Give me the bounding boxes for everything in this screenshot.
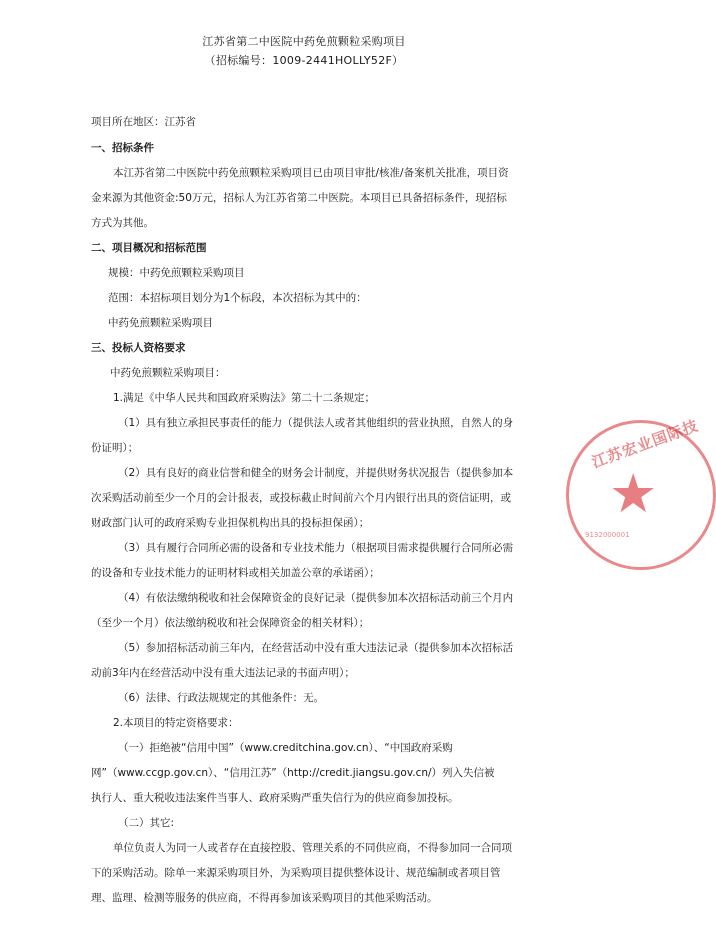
paragraph-line: 理、监理、检测等服务的供应商，不得再参加该采购项目的其他采购活动。 — [91, 892, 438, 904]
paragraph-line: 财政部门认可的政府采购专业担保机构出具的投标担保函）； — [91, 517, 370, 529]
paragraph-line: 中药免煎颗粒采购项目 — [108, 317, 213, 329]
paragraph-line: （至少一个月）依法缴纳税收和社会保障资金的相关材料）； — [91, 617, 370, 629]
paragraph-line: 单位负责人为同一人或者存在直接控股、管理关系的不同供应商，不得参加同一合同项 — [113, 842, 512, 854]
paragraph-line: 金来源为其他资金:50万元，招标人为江苏省第二中医院。本项目已具备招标条件，现招标 — [91, 192, 507, 204]
paragraph-line: 份证明）； — [91, 442, 139, 454]
paragraph-line: 次采购活动前至少一个月的会计报表，或投标截止时间前六个月内银行出具的资信证明，或 — [91, 492, 511, 504]
paragraph-line: 本江苏省第二中医院中药免煎颗粒采购项目已由项目审批/核准/备案机关批准，项目资 — [113, 167, 509, 179]
paragraph-line: 中药免煎颗粒采购项目： — [110, 367, 226, 379]
paragraph-line: 执行人、重大税收违法案件当事人、政府采购严重失信行为的供应商参加投标。 — [91, 792, 459, 804]
paragraph-line: 2.本项目的特定资格要求： — [113, 717, 239, 729]
section-heading-project-overview: 二、项目概况和招标范围 — [91, 242, 207, 254]
paragraph-line: 的设备和专业技术能力的证明材料或相关加盖公章的承诺函）； — [91, 567, 380, 579]
paragraph-line: （4）有依法缴纳税收和社会保障资金的良好记录（提供参加本次招标活动前三个月内 — [118, 592, 514, 604]
bid-number: （招标编号：1009-2441HOLLY52F） — [204, 54, 404, 67]
paragraph-line: （5）参加招标活动前三年内，在经营活动中没有重大违法记录（提供参加本次招标活 — [118, 642, 514, 654]
section-heading-qualifications: 三、投标人资格要求 — [91, 342, 186, 354]
paragraph-line: 动前3年内在经营活动中没有重大违法记录的书面声明）； — [91, 667, 355, 679]
section-heading-bidding-conditions: 一、招标条件 — [91, 142, 154, 154]
stamp-code: 9132000001 — [585, 531, 630, 539]
document-title: 江苏省第二中医院中药免煎颗粒采购项目 — [202, 35, 406, 48]
paragraph-line: （一）拒绝被“信用中国”（www.creditchina.gov.cn）、“中国政府采购 — [118, 742, 453, 754]
stamp-text: 江苏宏业国际技 — [589, 416, 701, 472]
paragraph-line: 1.满足《中华人民共和国政府采购法》第二十二条规定； — [113, 392, 376, 404]
company-seal-stamp — [566, 416, 716, 570]
paragraph-line: 规模：中药免煎颗粒采购项目 — [108, 267, 245, 279]
paragraph-line: 范围：本招标项目划分为1个标段，本次招标为其中的： — [108, 292, 367, 304]
stamp-star-icon: ★ — [609, 462, 658, 525]
paragraph-line: （1）具有独立承担民事责任的能力（提供法人或者其他组织的营业执照，自然人的身 — [118, 417, 514, 429]
paragraph-line: （3）具有履行合同所必需的设备和专业技术能力（根据项目需求提供履行合同所必需 — [118, 542, 514, 554]
paragraph-line: （2）具有良好的商业信誉和健全的财务会计制度，并提供财务状况报告（提供参加本 — [118, 467, 514, 479]
paragraph-line: 方式为其他。 — [91, 217, 154, 229]
paragraph-line: （6）法律、行政法规规定的其他条件：无。 — [118, 692, 325, 704]
project-region: 项目所在地区：江苏省 — [91, 116, 196, 128]
paragraph-line: 网”（www.ccgp.gov.cn）、“信用江苏”（http://credit.jiangsu.gov.cn/）列入失信被 — [91, 767, 495, 779]
paragraph-line: （二）其它: — [118, 817, 175, 829]
paragraph-line: 下的采购活动。除单一来源采购项目外，为采购项目提供整体设计、规范编制或者项目管 — [91, 867, 501, 879]
